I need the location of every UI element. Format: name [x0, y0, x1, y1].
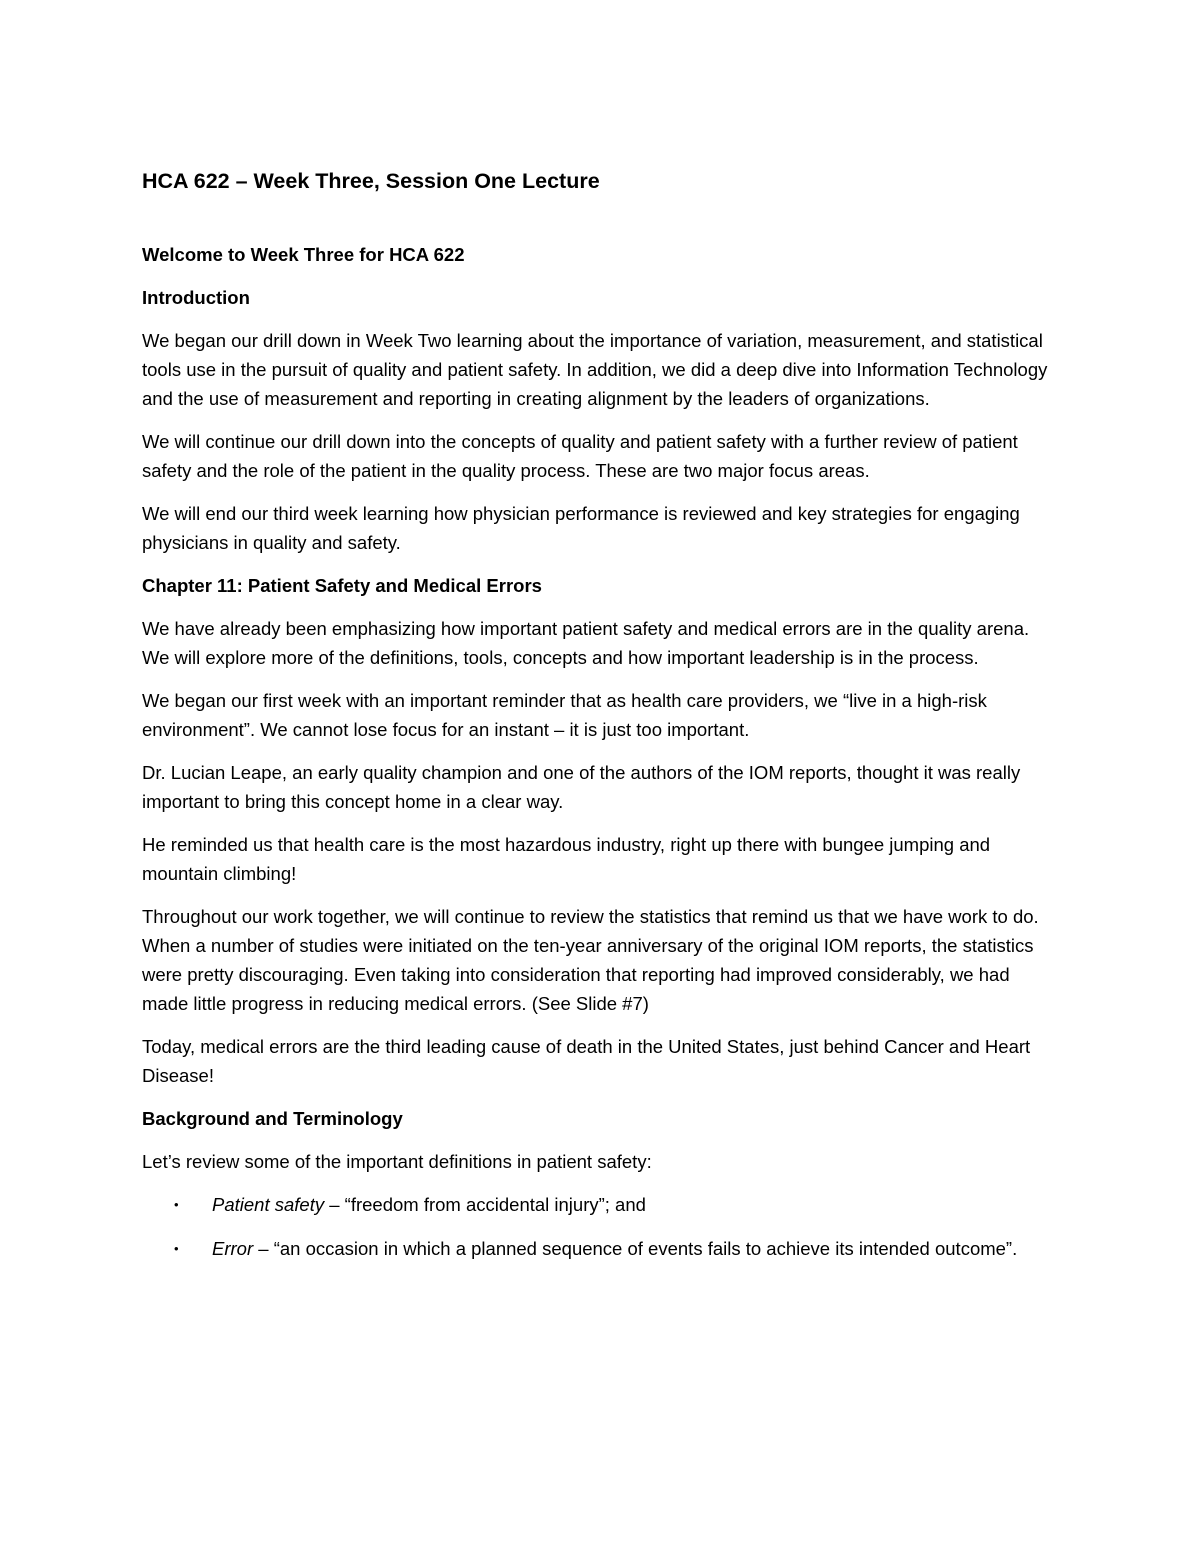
- chapter-paragraph: We have already been emphasizing how important patient safety and medical errors are in the quality arena. We will explore more of the definitions, tools, concepts and how important leadership is in the process.: [142, 618, 1030, 668]
- chapter-paragraph: Today, medical errors are the third leading cause of death in the United States, just behind Cancer and Heart Disease!: [142, 1036, 1031, 1086]
- chapter-paragraph: We began our first week with an important reminder that as health care providers, we “live in a high-risk environment”. We cannot lose focus for an instant – it is just too important.: [142, 690, 987, 740]
- definition-item: [142, 1190, 1060, 1219]
- intro-paragraph: We will end our third week learning how physician performance is reviewed and key strategies for engaging physicians in quality and safety.: [142, 503, 1020, 553]
- background-heading: Background and Terminology: [142, 1108, 403, 1129]
- definition-term: Error: [212, 1238, 254, 1259]
- document-title: HCA 622 – Week Three, Session One Lecture: [142, 169, 600, 193]
- bullet-icon: •: [174, 1197, 179, 1212]
- welcome-heading: Welcome to Week Three for HCA 622: [142, 244, 465, 265]
- chapter-paragraph: Dr. Lucian Leape, an early quality champion and one of the authors of the IOM reports, thought it was really important to bring this concept home in a clear way.: [142, 762, 1021, 812]
- introduction-heading: Introduction: [142, 287, 250, 308]
- definition-term: Patient safety: [212, 1194, 325, 1215]
- definition-text: – “an occasion in which a planned sequence of events fails to achieve its intended outcome”.: [253, 1238, 1018, 1259]
- intro-paragraph: We will continue our drill down into the concepts of quality and patient safety with a further review of patient safety and the role of the patient in the quality process. These are two major focus areas.: [142, 431, 1018, 481]
- chapter-heading: Chapter 11: Patient Safety and Medical Errors: [142, 575, 542, 596]
- intro-paragraph: We began our drill down in Week Two learning about the importance of variation, measurement, and statistical tools use in the pursuit of quality and patient safety. In addition, we did a deep dive into Information Technology and the use of measurement and reporting in creating alignment by the leaders of organizations.: [142, 330, 1048, 409]
- background-intro: Let’s review some of the important definitions in patient safety:: [142, 1151, 652, 1172]
- definition-text: – “freedom from accidental injury”; and: [324, 1194, 646, 1215]
- bullet-icon: •: [174, 1241, 179, 1256]
- chapter-paragraph: Throughout our work together, we will continue to review the statistics that remind us that we have work to do. When a number of studies were initiated on the ten-year anniversary of the original IOM reports, the statistics were pretty discouraging. Even taking into consideration that reporting had improved considerably, we had made little progress in reducing medical errors. (See Slide #7): [142, 906, 1039, 1014]
- chapter-paragraph: He reminded us that health care is the most hazardous industry, right up there with bungee jumping and mountain climbing!: [142, 834, 991, 884]
- definition-item: [142, 1234, 1060, 1263]
- definitions-list: [142, 1190, 1060, 1263]
